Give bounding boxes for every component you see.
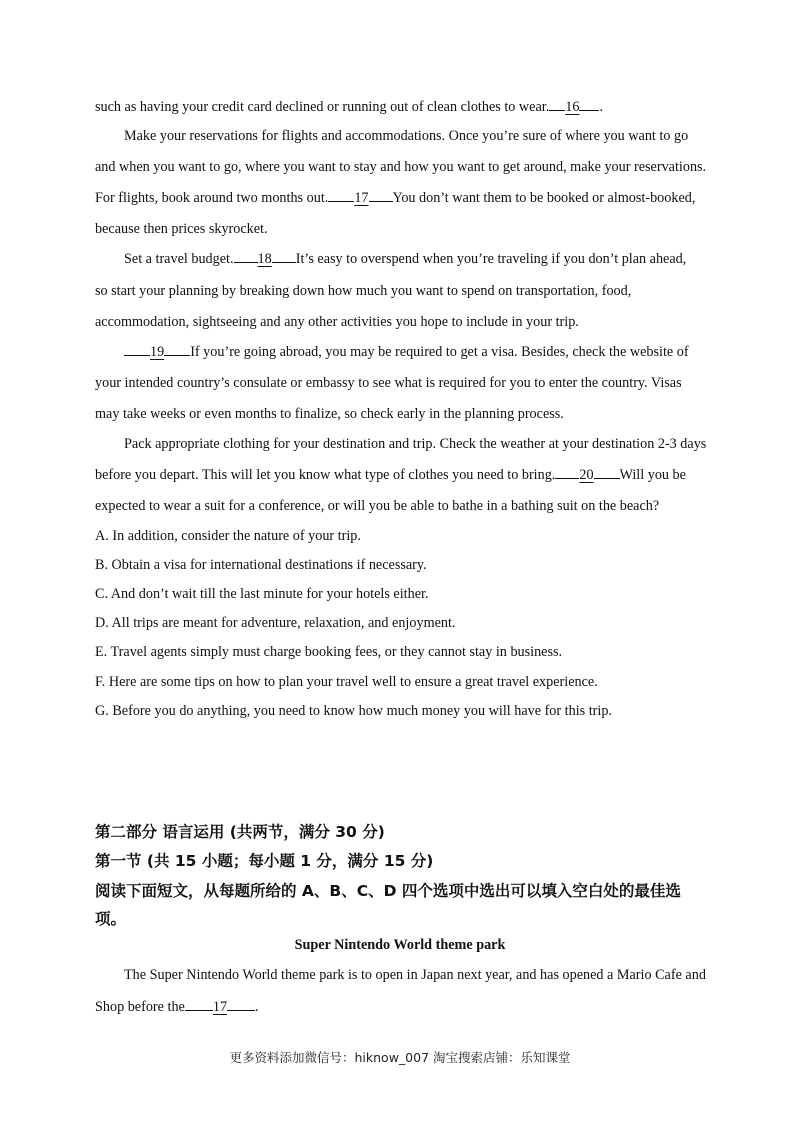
passage-line: your intended country’s consulate or embassy to see what is required for you to enter the country. Visas [95, 375, 682, 391]
article-title: Super Nintendo World theme park [294, 937, 506, 953]
passage-line: and when you want to go, where you want to stay and how you want to get around, make your reservations. [95, 159, 707, 175]
passage-line: before you depart. This will let you know what type of clothes you need to bring. 20 Will you be [95, 467, 686, 483]
blank-16[interactable]: 16 [565, 99, 580, 115]
passage-line: accommodation, sightseeing and any other activities you hope to include in your trip. [95, 314, 579, 330]
instructions-cont: 项。 [95, 910, 127, 928]
paragraph-visa: 19 If you’re going abroad, you may be required to get a visa. Besides, check the website of [124, 343, 744, 361]
passage-line: such as having your credit card declined or running out of clean clothes to wear. 16 . [95, 99, 603, 115]
article-line: The Super Nintendo World theme park is to open in Japan next year, and has opened a Mario Cafe and [124, 967, 706, 983]
blank-19[interactable]: 19 [150, 344, 165, 360]
paragraph-budget: Set a travel budget. 18 It’s easy to overspend when you’re traveling if you don’t plan ahead, [124, 251, 687, 267]
section-heading: 第二部分 语言运用 (共两节，满分 30 分) [95, 823, 385, 841]
blank-17[interactable]: 17 [354, 190, 369, 206]
option-d[interactable]: D. All trips are meant for adventure, relaxation, and enjoyment. [95, 615, 456, 631]
passage-line: For flights, book around two months out. 17 You don’t want them to be booked or almost-booked, [95, 190, 696, 206]
passage-line: because then prices skyrocket. [95, 221, 268, 237]
subsection-heading: 第一节 (共 15 小题；每小题 1 分，满分 15 分) [95, 852, 434, 870]
option-a[interactable]: A. In addition, consider the nature of your trip. [95, 528, 361, 544]
option-c[interactable]: C. And don’t wait till the last minute for your hotels either. [95, 586, 429, 602]
instructions: 阅读下面短文，从每题所给的 A、B、C、D 四个选项中选出可以填入空白处的最佳选 [95, 882, 681, 900]
option-b[interactable]: B. Obtain a visa for international destinations if necessary. [95, 557, 427, 573]
option-e[interactable]: E. Travel agents simply must charge booking fees, or they cannot stay in business. [95, 644, 563, 660]
blank-17-article[interactable]: 17 [212, 999, 228, 1015]
option-g[interactable]: G. Before you do anything, you need to know how much money you will have for this trip. [95, 703, 612, 719]
paragraph-clothing: Pack appropriate clothing for your destination and trip. Check the weather at your destination 2-3 days [124, 436, 707, 452]
passage-line: so start your planning by breaking down how much you want to spend on transportation, food, [95, 283, 632, 299]
passage-line: may take weeks or even months to finalize, so check early in the planning process. [95, 406, 564, 422]
article-line: Shop before the 17 . [95, 999, 259, 1015]
passage-line: expected to wear a suit for a conference, or will you be able to bathe in a bathing suit on the beach? [95, 498, 660, 514]
paragraph-reservations: Make your reservations for flights and accommodations. Once you’re sure of where you want to go [124, 128, 689, 144]
blank-20[interactable]: 20 [579, 467, 594, 483]
option-f[interactable]: F. Here are some tips on how to plan your travel well to ensure a great travel experience. [95, 674, 598, 690]
footer-note: 更多资料添加微信号：hiknow_007 淘宝搜索店铺：乐知课堂 [229, 1050, 571, 1065]
blank-18[interactable]: 18 [257, 251, 272, 267]
